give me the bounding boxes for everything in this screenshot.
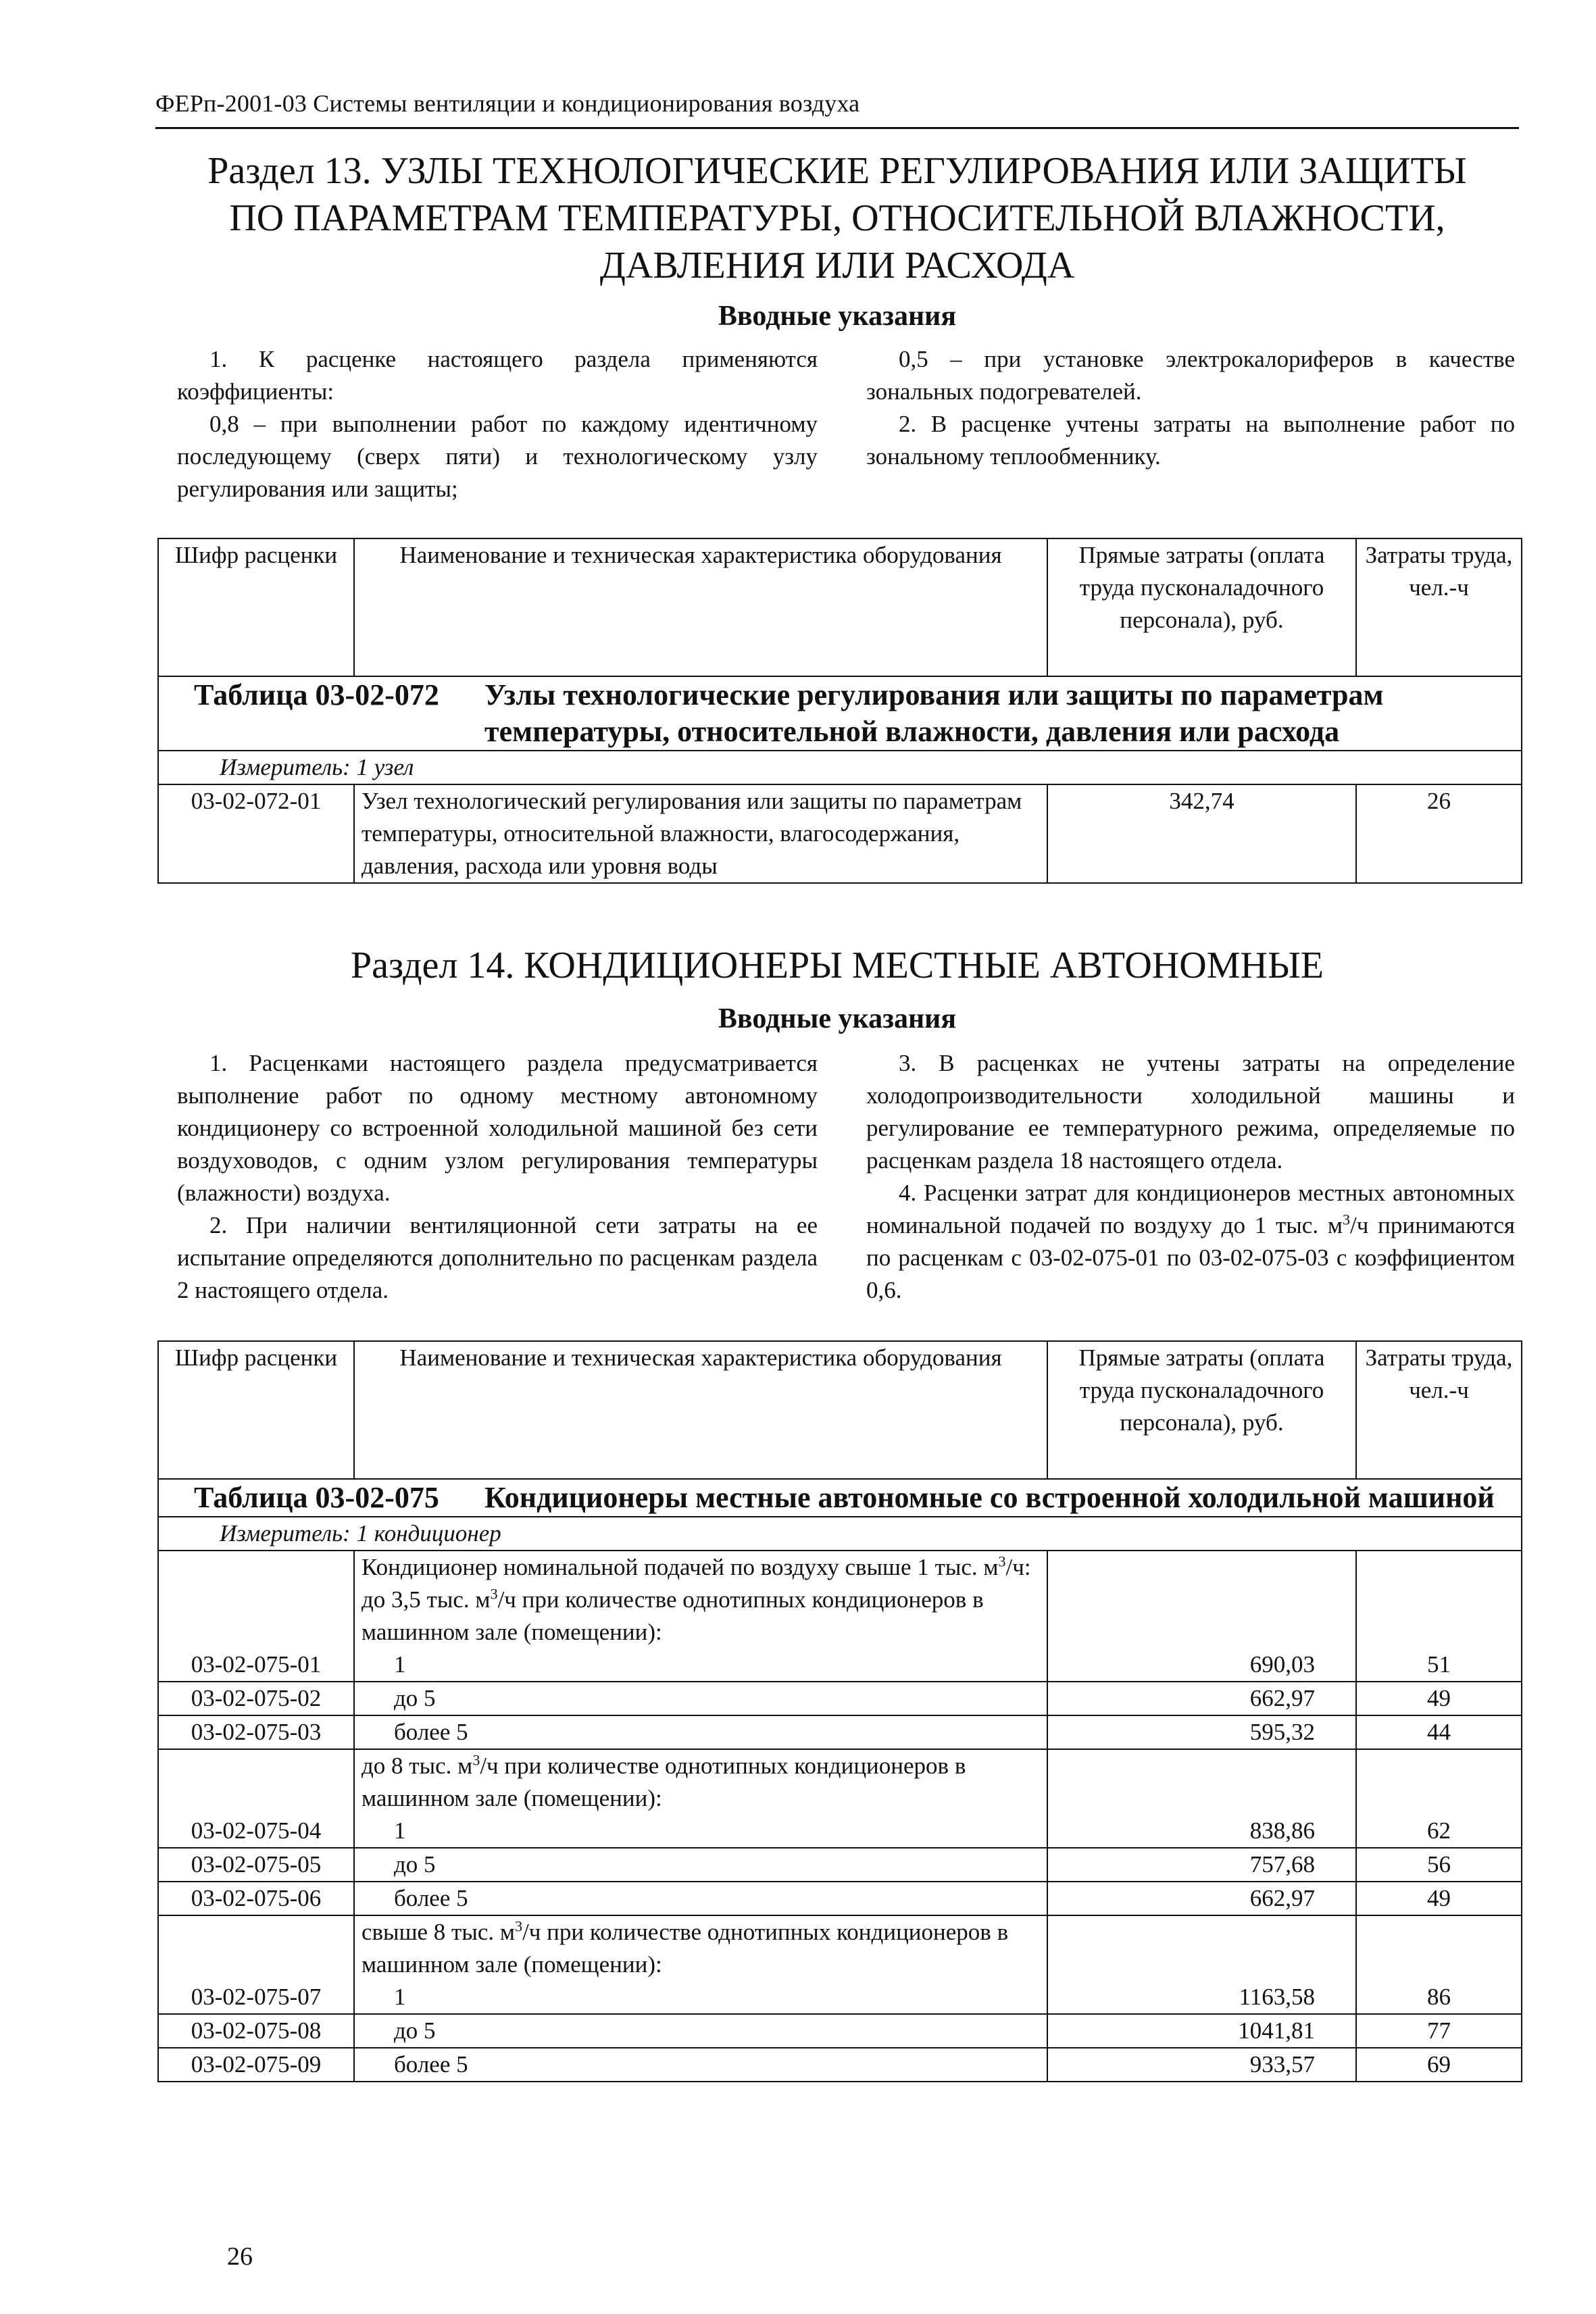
group-line: до 3,5 тыс. $м^3/ч$ при количестве однотипных кондиционеров в машинном зале (помещении):	[361, 1585, 984, 1645]
measure-value: 1 узел	[356, 754, 414, 780]
row-cost: 595,32	[1047, 1715, 1356, 1749]
header-code: Шифр расценки	[158, 1341, 354, 1479]
row-code: 03-02-075-07	[158, 1915, 354, 2014]
row-cost: 1041,81	[1047, 2014, 1356, 2048]
row-name: Кондиционер номинальной подачей по воздуху свыше 1 тыс. $м^3/ч$: до 3,5 тыс. $м^3/ч$ при количестве однотипных кондиционеров в машинном зале (помещении): 1	[354, 1551, 1047, 1682]
row-code: 03-02-075-03	[158, 1715, 354, 1749]
page-number: 26	[227, 2242, 253, 2271]
measure-row	[158, 1517, 1522, 1551]
measure-value: 1 кондиционер	[356, 1520, 501, 1546]
row-labor: 49	[1356, 1882, 1522, 1915]
measure-row	[158, 751, 1522, 784]
row-code: 03-02-075-06	[158, 1882, 354, 1915]
row-cost: 662,97	[1047, 1882, 1356, 1915]
table-row	[158, 2048, 1522, 2082]
table-row	[158, 1715, 1522, 1749]
row-cost: 838,86	[1047, 1749, 1356, 1848]
table-header-row	[158, 1341, 1522, 1479]
running-header: ФЕРп-2001-03 Системы вентиляции и кондиционирования воздуха	[155, 90, 860, 117]
row-name: более 5	[354, 2048, 1047, 2082]
row-name: Узел технологический регулирования или защиты по параметрам температуры, относительной влажности, влагосодержания, давления, расхода или уровня воды	[354, 784, 1047, 883]
section14-intro-left	[177, 1047, 818, 1307]
intro-paragraph: 1. К расценке настоящего раздела применяются коэффициенты:	[177, 346, 818, 405]
table-row	[158, 2014, 1522, 2048]
row-labor: 44	[1356, 1715, 1522, 1749]
header-code: Шифр расценки	[158, 538, 354, 676]
table-row	[158, 784, 1522, 883]
row-cost: 690,03	[1047, 1551, 1356, 1682]
row-name: до 5	[354, 2014, 1047, 2048]
header-name: Наименование и техническая характеристика оборудования	[354, 1341, 1047, 1479]
table-03-02-075	[157, 1340, 1522, 2082]
group-line: свыше 8 тыс. $м^3/ч$ при количестве однотипных кондиционеров в машинном зале (помещении):	[361, 1917, 1009, 1978]
group-line: до 8 тыс. $м^3/ч$ при количестве однотипных кондиционеров в машинном зале (помещении):	[361, 1751, 966, 1811]
section13-title-line: ДАВЛЕНИЯ ИЛИ РАСХОДА	[599, 245, 1075, 286]
intro-paragraph: 0,5 – при установке электрокалориферов в качестве зональных подогревателей.	[866, 346, 1515, 405]
measure-label: Измеритель:	[220, 1520, 351, 1546]
row-name: более 5	[354, 1882, 1047, 1915]
table-03-02-072	[157, 538, 1522, 884]
row-cost: 1163,58	[1047, 1915, 1356, 2014]
header-cost: Прямые затраты (оплата труда пусконаладочного персонала), руб.	[1047, 1341, 1356, 1479]
row-labor: 77	[1356, 2014, 1522, 2048]
header-labor: Затраты труда, чел.-ч	[1356, 1341, 1522, 1479]
intro-paragraph: 0,8 – при выполнении работ по каждому идентичному последующему (сверх пяти) и технологическому узлу регулирования или защиты;	[177, 411, 818, 502]
row-code: 03-02-072-01	[158, 784, 354, 883]
row-cost: 342,74	[1047, 784, 1356, 883]
row-labor: 86	[1356, 1915, 1522, 2014]
intro-paragraph: 1. Расценками настоящего раздела предусматривается выполнение работ по одному местному автономному кондиционеру со встроенной холодильной машиной без сети воздуховодов, с одним узлом регулирования температуры (влажности) воздуха.	[177, 1050, 818, 1206]
row-labor: 56	[1356, 1848, 1522, 1882]
section14-intro-heading: Вводные указания	[718, 1003, 957, 1034]
table-number: Таблица 03-02-075	[194, 1481, 439, 1514]
header-labor: Затраты труда, чел.-ч	[1356, 538, 1522, 676]
section14-title: Раздел 14. КОНДИЦИОНЕРЫ МЕСТНЫЕ АВТОНОМНЫЕ	[350, 945, 1324, 986]
row-labor: 62	[1356, 1749, 1522, 1848]
row-cost: 933,57	[1047, 2048, 1356, 2082]
table-title-row	[158, 676, 1522, 751]
row-labor: 69	[1356, 2048, 1522, 2082]
row-labor: 51	[1356, 1551, 1522, 1682]
intro-paragraph: 3. В расценках не учтены затраты на определение холодопроизводительности холодильной машины и регулирование ее температурного режима, определяемые по расценкам раздела 18 настоящего отдела.	[866, 1050, 1515, 1174]
section13-title-line: Раздел 13. УЗЛЫ ТЕХНОЛОГИЧЕСКИЕ РЕГУЛИРОВАНИЯ ИЛИ ЗАЩИТЫ	[207, 150, 1467, 192]
row-name: более 5	[354, 1715, 1047, 1749]
table-row	[158, 1551, 1522, 1682]
table-number: Таблица 03-02-072	[194, 678, 439, 711]
table-row	[158, 1682, 1522, 1715]
row-code: 03-02-075-01	[158, 1551, 354, 1682]
table-row	[158, 1749, 1522, 1848]
intro-paragraph: 2. В расценке учтены затраты на выполнение работ по зональному теплообменнику.	[866, 411, 1515, 470]
group-intro: Кондиционер номинальной подачей по воздуху свыше 1 тыс. $м^3/ч$:	[361, 1553, 1031, 1580]
header-name: Наименование и техническая характеристика оборудования	[354, 538, 1047, 676]
table-title: Кондиционеры местные автономные со встроенной холодильной машиной	[484, 1481, 1495, 1514]
section13-title-line: ПО ПАРАМЕТРАМ ТЕМПЕРАТУРЫ, ОТНОСИТЕЛЬНОЙ ВЛАЖНОСТИ,	[229, 197, 1445, 239]
table-row	[158, 1882, 1522, 1915]
row-code: 03-02-075-05	[158, 1848, 354, 1882]
row-code: 03-02-075-09	[158, 2048, 354, 2082]
row-labor: 49	[1356, 1682, 1522, 1715]
row-name: до 8 тыс. $м^3/ч$ при количестве однотипных кондиционеров в машинном зале (помещении): 1	[354, 1749, 1047, 1848]
row-code: 03-02-075-02	[158, 1682, 354, 1715]
section13-intro-right	[866, 343, 1515, 473]
row-cost: 662,97	[1047, 1682, 1356, 1715]
row-name: до 5	[354, 1682, 1047, 1715]
section13-intro-heading: Вводные указания	[718, 301, 957, 332]
header-rule	[155, 127, 1519, 129]
table-title-row	[158, 1479, 1522, 1517]
row-cost: 757,68	[1047, 1848, 1356, 1882]
intro-paragraph: 4. Расценки затрат для кондиционеров местных автономных номинальной подачей по воздуху до 1 тыс. $м^3/ч$ принимаются по расценкам с 03-02-075-01 по 03-02-075-03 с коэффициентом 0,6.	[866, 1180, 1516, 1303]
row-code: 03-02-075-08	[158, 2014, 354, 2048]
table-row	[158, 1915, 1522, 2014]
intro-paragraph: 2. При наличии вентиляционной сети затраты на ее испытание определяются дополнительно по расценкам раздела 2 настоящего отдела.	[177, 1212, 818, 1303]
table-row	[158, 1848, 1522, 1882]
header-cost: Прямые затраты (оплата труда пусконаладочного персонала), руб.	[1047, 538, 1356, 676]
section13-title	[155, 147, 1519, 289]
row-name: свыше 8 тыс. $м^3/ч$ при количестве однотипных кондиционеров в машинном зале (помещении): 1	[354, 1915, 1047, 2014]
section13-intro-left	[177, 343, 818, 505]
table-header-row	[158, 538, 1522, 676]
section14-intro-right	[866, 1047, 1515, 1307]
row-code: 03-02-075-04	[158, 1749, 354, 1848]
measure-label: Измеритель:	[220, 754, 351, 780]
row-labor: 26	[1356, 784, 1522, 883]
table-title: Узлы технологические регулирования или защиты по параметрам температуры, относительной влажности, давления или расхода	[484, 678, 1384, 748]
row-name: до 5	[354, 1848, 1047, 1882]
